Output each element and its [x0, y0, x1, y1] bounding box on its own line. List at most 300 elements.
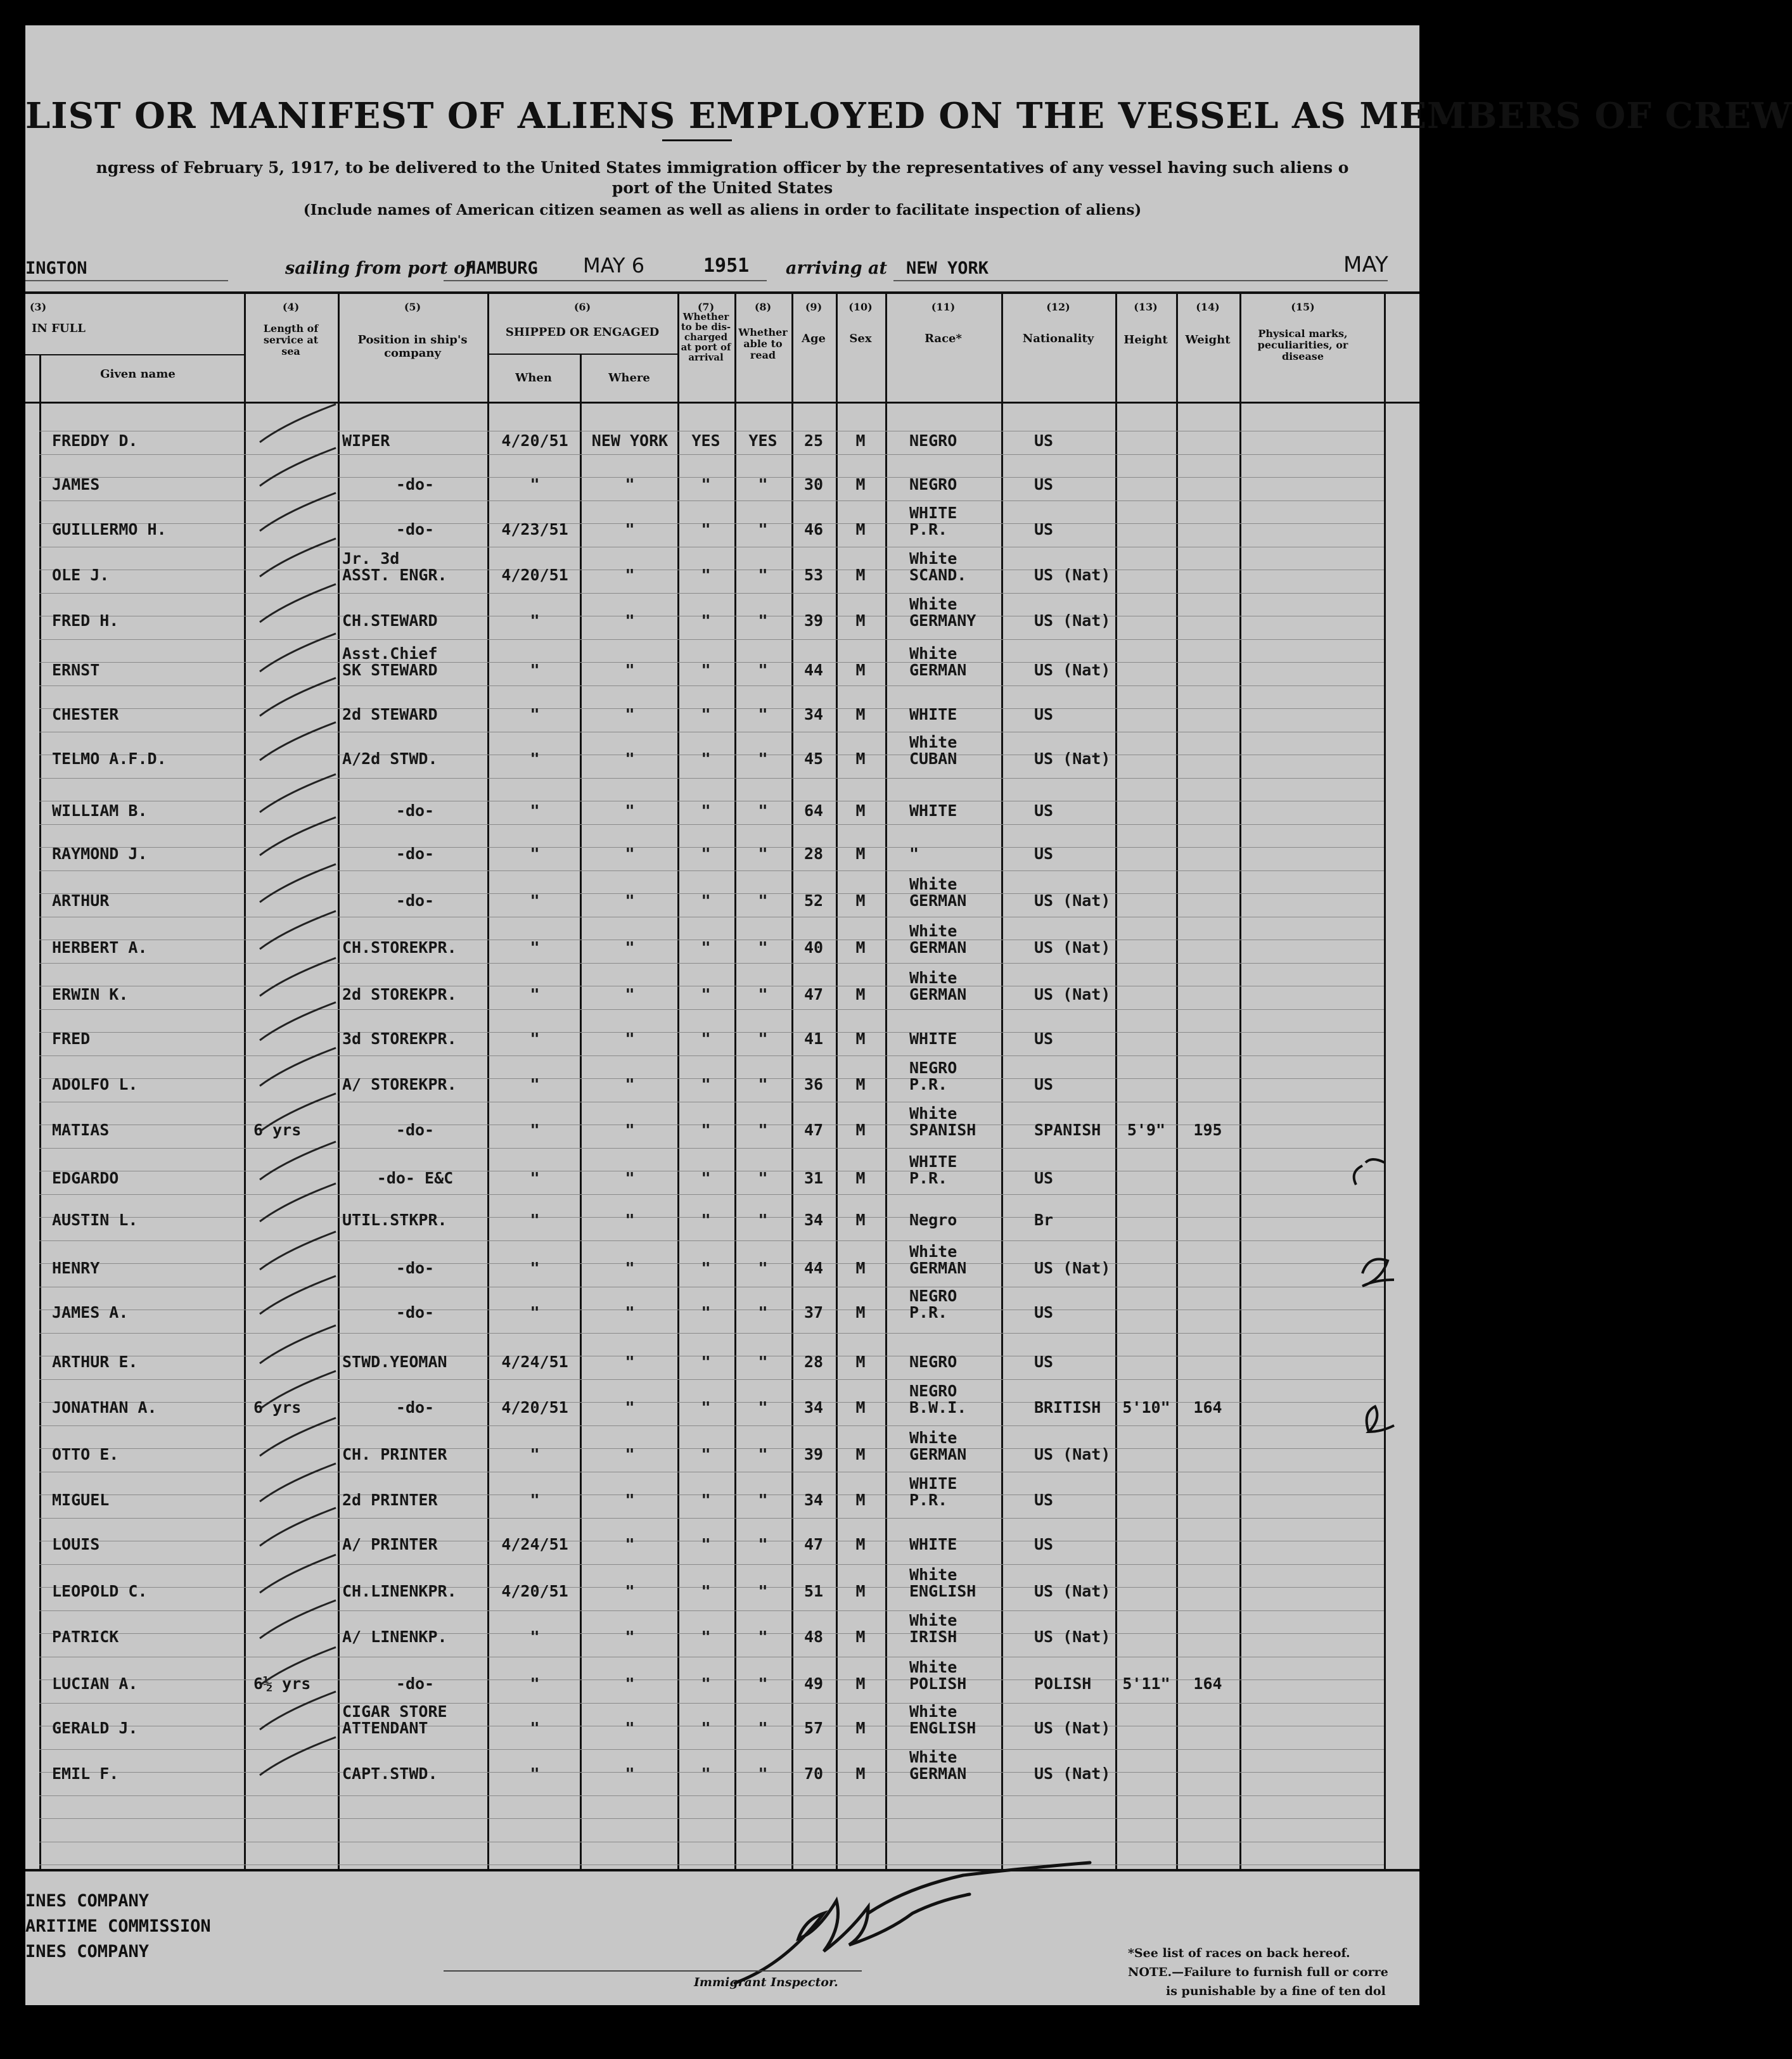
tick-mark [260, 678, 336, 716]
position-cell: -do- [395, 520, 435, 539]
where-cell: " [625, 985, 635, 1004]
sex-cell: M [855, 520, 866, 539]
name-cell: ADOLFO L. [52, 1075, 138, 1093]
col14-title: Weight [1185, 333, 1231, 347]
date-stamp: MAY 6 [583, 253, 645, 277]
nat-cell: US (Nat) [1034, 749, 1111, 768]
race-line-1: White [909, 1702, 957, 1721]
where-cell: " [625, 1491, 635, 1509]
sex-cell: M [855, 801, 866, 820]
read-cell: " [758, 1303, 768, 1322]
when-cell: " [530, 475, 540, 494]
name-cell: ARTHUR [52, 891, 110, 910]
sex-cell: M [855, 1398, 866, 1417]
position-cell: 2d STEWARD [342, 705, 438, 724]
col6-title: SHIPPED OR ENGAGED [505, 326, 660, 339]
date-stamp-right: MAY [1343, 252, 1388, 277]
position-cell: -do- [395, 891, 435, 910]
where-cell: " [625, 1169, 635, 1187]
race-line-1: White [909, 644, 957, 663]
position-cell: -do- [395, 1674, 435, 1693]
sex-cell: M [855, 1303, 866, 1322]
nat-cell: US [1034, 1030, 1054, 1048]
tick-mark [260, 634, 336, 672]
read-cell: " [758, 891, 768, 910]
when-cell: 4/23/51 [501, 520, 568, 539]
race-cell: NEGRO [909, 1353, 957, 1371]
nat-cell: US (Nat) [1034, 1445, 1111, 1463]
tick-mark [260, 1371, 336, 1409]
race-cell: P.R. [909, 1303, 948, 1322]
where-cell: " [625, 1121, 635, 1139]
read-cell: " [758, 1259, 768, 1277]
footer-company-3: INES COMPANY [25, 1942, 150, 1961]
name-cell: EMIL F. [52, 1764, 119, 1783]
nat-cell: US [1034, 1353, 1054, 1371]
nat-cell: US [1034, 1075, 1054, 1093]
tick-mark [260, 448, 336, 486]
col6-where: Where [608, 371, 650, 385]
read-cell: " [758, 1211, 768, 1229]
age-cell: 39 [803, 1445, 824, 1463]
sex-cell: M [855, 566, 866, 584]
weight-cell: 195 [1193, 1121, 1222, 1139]
race-cell: NEGRO [909, 431, 957, 450]
dis-cell: " [701, 566, 711, 584]
read-cell: " [758, 845, 768, 863]
when-cell: " [530, 801, 540, 820]
race-cell: SCAND. [909, 566, 967, 584]
when-cell: " [530, 1121, 540, 1139]
name-cell: HERBERT A. [52, 938, 148, 957]
nat-cell: US (Nat) [1034, 985, 1111, 1004]
nat-cell: US [1034, 1169, 1054, 1187]
tick-mark [260, 817, 336, 855]
dis-cell: " [701, 1075, 711, 1093]
race-cell: NEGRO [909, 475, 957, 494]
position-cell: 2d PRINTER [342, 1491, 438, 1509]
service-cell: 6 yrs [253, 1398, 302, 1417]
tick-mark [260, 539, 336, 577]
read-cell: " [758, 661, 768, 679]
tick-mark [260, 1692, 336, 1730]
when-cell: " [530, 749, 540, 768]
when-cell: " [530, 1764, 540, 1783]
when-cell: " [530, 891, 540, 910]
tick-mark [260, 1093, 336, 1131]
position-cell: A/ LINENKP. [342, 1628, 447, 1646]
race-cell: P.R. [909, 1491, 948, 1509]
name-cell: EDGARDO [52, 1169, 119, 1187]
sex-cell: M [855, 611, 866, 630]
col6-number: (6) [573, 301, 591, 313]
race-cell: " [909, 845, 919, 863]
sex-cell: M [855, 891, 866, 910]
position-cell: A/ PRINTER [342, 1535, 438, 1553]
position-line-1: Jr. 3d [342, 549, 400, 568]
sex-cell: M [855, 1719, 866, 1737]
when-cell: " [530, 1719, 540, 1737]
dis-cell: " [701, 1764, 711, 1783]
age-cell: 28 [803, 845, 824, 863]
height-cell: 5'9" [1127, 1121, 1166, 1139]
where-cell: " [625, 1582, 635, 1600]
when-cell: 4/20/51 [501, 1582, 568, 1600]
service-cell: 6 yrs [253, 1121, 302, 1139]
nat-cell: US [1034, 845, 1054, 863]
when-cell: " [530, 1303, 540, 1322]
where-cell: " [625, 1535, 635, 1553]
name-cell: HENRY [52, 1259, 100, 1277]
name-cell: CHESTER [52, 705, 119, 724]
race-cell: P.R. [909, 520, 948, 539]
when-cell: " [530, 1030, 540, 1048]
race-line-1: White [909, 1658, 957, 1676]
race-cell: GERMAN [909, 938, 967, 957]
age-cell: 48 [803, 1628, 824, 1646]
sex-cell: M [855, 1121, 866, 1139]
position-cell: -do- [395, 1398, 435, 1417]
when-cell: " [530, 1259, 540, 1277]
age-cell: 31 [803, 1169, 824, 1187]
nat-cell: US (Nat) [1034, 1764, 1111, 1783]
race-cell: WHITE [909, 801, 957, 820]
tick-mark [260, 1418, 336, 1456]
where-cell: " [625, 891, 635, 910]
col8-title: Whether able to read [738, 326, 788, 361]
nat-cell: US [1034, 801, 1054, 820]
col9-title: Age [801, 332, 826, 345]
where-cell: " [625, 801, 635, 820]
race-line-1: White [909, 733, 957, 751]
read-cell: " [758, 1121, 768, 1139]
position-cell: -do- [395, 1303, 435, 1322]
age-cell: 53 [803, 566, 824, 584]
nat-cell: US [1034, 431, 1054, 450]
tick-mark [260, 1276, 336, 1314]
read-cell: " [758, 1582, 768, 1600]
col11-title: Race* [925, 332, 962, 345]
when-cell: " [530, 705, 540, 724]
nat-cell: US (Nat) [1034, 611, 1111, 630]
position-cell: 2d STOREKPR. [342, 985, 457, 1004]
age-cell: 52 [803, 891, 824, 910]
position-cell: 3d STOREKPR. [342, 1030, 457, 1048]
nat-cell: US (Nat) [1034, 661, 1111, 679]
col10-number: (10) [848, 301, 873, 313]
position-cell: CH.STOREKPR. [342, 938, 457, 957]
year-stamp: 1951 [703, 255, 750, 277]
destination-port: NEW YORK [906, 258, 989, 278]
read-cell: " [758, 1764, 768, 1783]
position-cell: -do- [395, 1259, 435, 1277]
nat-cell: US (Nat) [1034, 1259, 1111, 1277]
sex-cell: M [855, 1764, 866, 1783]
tick-mark [260, 404, 336, 442]
read-cell: " [758, 520, 768, 539]
race-cell: P.R. [909, 1075, 948, 1093]
col11-number: (11) [931, 301, 956, 313]
dis-cell: " [701, 1121, 711, 1139]
where-cell: " [625, 611, 635, 630]
race-line-1: White [909, 1242, 957, 1261]
manifest-sheet [25, 25, 1792, 2005]
margin-handwriting [1324, 1140, 1419, 1457]
footnote-warning-2: is punishable by a fine of ten dol [1166, 1984, 1386, 1998]
age-cell: 34 [803, 1398, 824, 1417]
when-cell: " [530, 985, 540, 1004]
tick-mark [260, 493, 336, 531]
race-cell: GERMAN [909, 891, 967, 910]
read-cell: " [758, 749, 768, 768]
position-cell: STWD.YEOMAN [342, 1353, 447, 1371]
tick-mark [260, 1463, 336, 1501]
position-cell: CH. PRINTER [342, 1445, 447, 1463]
tick-mark [260, 958, 336, 996]
sex-cell: M [855, 1030, 866, 1048]
race-line-1: White [909, 1429, 957, 1447]
where-cell: " [625, 1719, 635, 1737]
position-cell: CH.STEWARD [342, 611, 438, 630]
where-cell: " [625, 845, 635, 863]
race-line-1: NEGRO [909, 1287, 957, 1305]
position-cell: ATTENDANT [342, 1719, 428, 1737]
read-cell: " [758, 1169, 768, 1187]
race-line-1: White [909, 595, 957, 613]
col3-subtitle: Given name [100, 367, 176, 381]
weight-cell: 164 [1193, 1674, 1222, 1693]
dis-cell: " [701, 1303, 711, 1322]
dis-cell: " [701, 749, 711, 768]
col10-title: Sex [849, 332, 872, 345]
age-cell: 40 [803, 938, 824, 957]
when-cell: " [530, 661, 540, 679]
read-cell: " [758, 566, 768, 584]
race-cell: GERMAN [909, 985, 967, 1004]
where-cell: " [625, 1030, 635, 1048]
age-cell: 47 [803, 985, 824, 1004]
dis-cell: " [701, 1535, 711, 1553]
race-line-1: WHITE [909, 1152, 957, 1171]
page-title: LIST OR MANIFEST OF ALIENS EMPLOYED ON THE VESSEL AS MEMBERS OF CREW [25, 95, 1792, 137]
race-cell: P.R. [909, 1169, 948, 1187]
tick-mark [260, 1555, 336, 1593]
read-cell: " [758, 1719, 768, 1737]
dis-cell: " [701, 845, 711, 863]
age-cell: 51 [803, 1582, 824, 1600]
dis-cell: " [701, 1169, 711, 1187]
dis-cell: " [701, 801, 711, 820]
dis-cell: " [701, 1719, 711, 1737]
race-cell: B.W.I. [909, 1398, 967, 1417]
race-cell: ENGLISH [909, 1719, 976, 1737]
race-cell: WHITE [909, 1535, 957, 1553]
where-cell: " [625, 1398, 635, 1417]
race-cell: GERMAN [909, 1445, 967, 1463]
position-cell: SK STEWARD [342, 661, 438, 679]
when-cell: 4/24/51 [501, 1535, 568, 1553]
age-cell: 46 [803, 520, 824, 539]
nat-cell: Br [1034, 1211, 1054, 1229]
where-cell: NEW YORK [591, 431, 669, 450]
tick-mark [260, 774, 336, 812]
when-cell: 4/24/51 [501, 1353, 568, 1371]
name-cell: JONATHAN A. [52, 1398, 157, 1417]
name-cell: GUILLERMO H. [52, 520, 167, 539]
race-cell: CUBAN [909, 749, 957, 768]
age-cell: 70 [803, 1764, 824, 1783]
col15-number: (15) [1291, 301, 1315, 313]
age-cell: 49 [803, 1674, 824, 1693]
footnote-races: *See list of races on back hereof. [1128, 1946, 1350, 1960]
where-cell: " [625, 705, 635, 724]
position-cell: ASST. ENGR. [342, 566, 447, 584]
race-cell: ENGLISH [909, 1582, 976, 1600]
read-cell: " [758, 1491, 768, 1509]
when-cell: " [530, 1075, 540, 1093]
sex-cell: M [855, 1353, 866, 1371]
col9-number: (9) [805, 301, 822, 313]
nat-cell: US (Nat) [1034, 1582, 1111, 1600]
race-line-1: White [909, 1611, 957, 1629]
read-cell: " [758, 1535, 768, 1553]
col7-number: (7) [697, 301, 715, 313]
dis-cell: YES [691, 431, 720, 450]
header-line-2: port of the United States [611, 179, 833, 197]
race-cell: SPANISH [909, 1121, 976, 1139]
age-cell: 45 [803, 749, 824, 768]
col5-number: (5) [404, 301, 421, 313]
position-line-1: CIGAR STORE [342, 1702, 447, 1721]
where-cell: " [625, 1211, 635, 1229]
name-cell: FREDDY D. [52, 431, 138, 450]
service-cell: 6½ yrs [253, 1674, 311, 1693]
name-cell: LEOPOLD C. [52, 1582, 148, 1600]
nat-cell: US (Nat) [1034, 938, 1111, 957]
nat-cell: US [1034, 705, 1054, 724]
dis-cell: " [701, 1445, 711, 1463]
where-cell: " [625, 1445, 635, 1463]
inspector-signature-line [444, 1970, 862, 1972]
where-cell: " [625, 1628, 635, 1646]
name-cell: ERNST [52, 661, 100, 679]
read-cell: " [758, 938, 768, 957]
tick-mark [260, 1647, 336, 1685]
sex-cell: M [855, 661, 866, 679]
read-cell: YES [748, 431, 778, 450]
where-cell: " [625, 938, 635, 957]
dis-cell: " [701, 1582, 711, 1600]
dis-cell: " [701, 1259, 711, 1277]
name-cell: MATIAS [52, 1121, 110, 1139]
read-cell: " [758, 1398, 768, 1417]
col7-title: Whether to be dis- charged at port of arrival [681, 311, 731, 363]
sex-cell: M [855, 938, 866, 957]
sex-cell: M [855, 1535, 866, 1553]
race-line-1: NEGRO [909, 1059, 957, 1077]
col12-number: (12) [1046, 301, 1070, 313]
footer-company-1: INES COMPANY [25, 1891, 150, 1911]
where-cell: " [625, 1353, 635, 1371]
race-cell: GERMAN [909, 1764, 967, 1783]
read-cell: " [758, 801, 768, 820]
handwritten-tick-marks [25, 25, 1792, 2005]
dis-cell: " [701, 1211, 711, 1229]
nat-cell: US [1034, 475, 1054, 494]
dis-cell: " [701, 1353, 711, 1371]
race-cell: POLISH [909, 1674, 967, 1693]
sex-cell: M [855, 1491, 866, 1509]
when-cell: 4/20/51 [501, 431, 568, 450]
name-cell: RAYMOND J. [52, 845, 148, 863]
dis-cell: " [701, 1398, 711, 1417]
age-cell: 36 [803, 1075, 824, 1093]
footnote-warning-1: NOTE.—Failure to furnish full or corre [1128, 1965, 1388, 1979]
height-cell: 5'10" [1122, 1398, 1170, 1417]
where-cell: " [625, 475, 635, 494]
tick-mark [260, 1232, 336, 1270]
name-cell: JAMES [52, 475, 100, 494]
dis-cell: " [701, 1628, 711, 1646]
col4-number: (4) [282, 301, 300, 313]
race-line-1: WHITE [909, 1474, 957, 1493]
dis-cell: " [701, 475, 711, 494]
nat-cell: US [1034, 1303, 1054, 1322]
read-cell: " [758, 1075, 768, 1093]
nat-cell: US (Nat) [1034, 566, 1111, 584]
when-cell: " [530, 1169, 540, 1187]
where-cell: " [625, 566, 635, 584]
dis-cell: " [701, 611, 711, 630]
age-cell: 41 [803, 1030, 824, 1048]
dis-cell: " [701, 661, 711, 679]
where-cell: " [625, 1259, 635, 1277]
name-cell: OTTO E. [52, 1445, 119, 1463]
race-cell: WHITE [909, 1030, 957, 1048]
where-cell: " [625, 1075, 635, 1093]
when-cell: " [530, 1445, 540, 1463]
race-line-1: White [909, 549, 957, 568]
race-cell: GERMANY [909, 611, 976, 630]
name-cell: MIGUEL [52, 1491, 110, 1509]
nat-cell: US (Nat) [1034, 1719, 1111, 1737]
read-cell: " [758, 1353, 768, 1371]
col15-title: Physical marks, peculiarities, or disease [1257, 328, 1348, 362]
read-cell: " [758, 705, 768, 724]
race-cell: WHITE [909, 705, 957, 724]
when-cell: " [530, 1211, 540, 1229]
tick-mark [260, 911, 336, 949]
when-cell: " [530, 938, 540, 957]
sex-cell: M [855, 1169, 866, 1187]
race-line-1: White [909, 922, 957, 940]
race-cell: IRISH [909, 1628, 957, 1646]
col14-number: (14) [1196, 301, 1220, 313]
age-cell: 57 [803, 1719, 824, 1737]
age-cell: 37 [803, 1303, 824, 1322]
position-cell: WIPER [342, 431, 390, 450]
race-line-1: White [909, 1565, 957, 1584]
name-cell: PATRICK [52, 1628, 119, 1646]
sex-cell: M [855, 1075, 866, 1093]
where-cell: " [625, 749, 635, 768]
col4-title: Length of service at sea [263, 322, 319, 357]
sailing-label: sailing from port of [285, 258, 473, 278]
age-cell: 34 [803, 1211, 824, 1229]
when-cell: " [530, 1674, 540, 1693]
race-cell: GERMAN [909, 661, 967, 679]
sex-cell: M [855, 1259, 866, 1277]
